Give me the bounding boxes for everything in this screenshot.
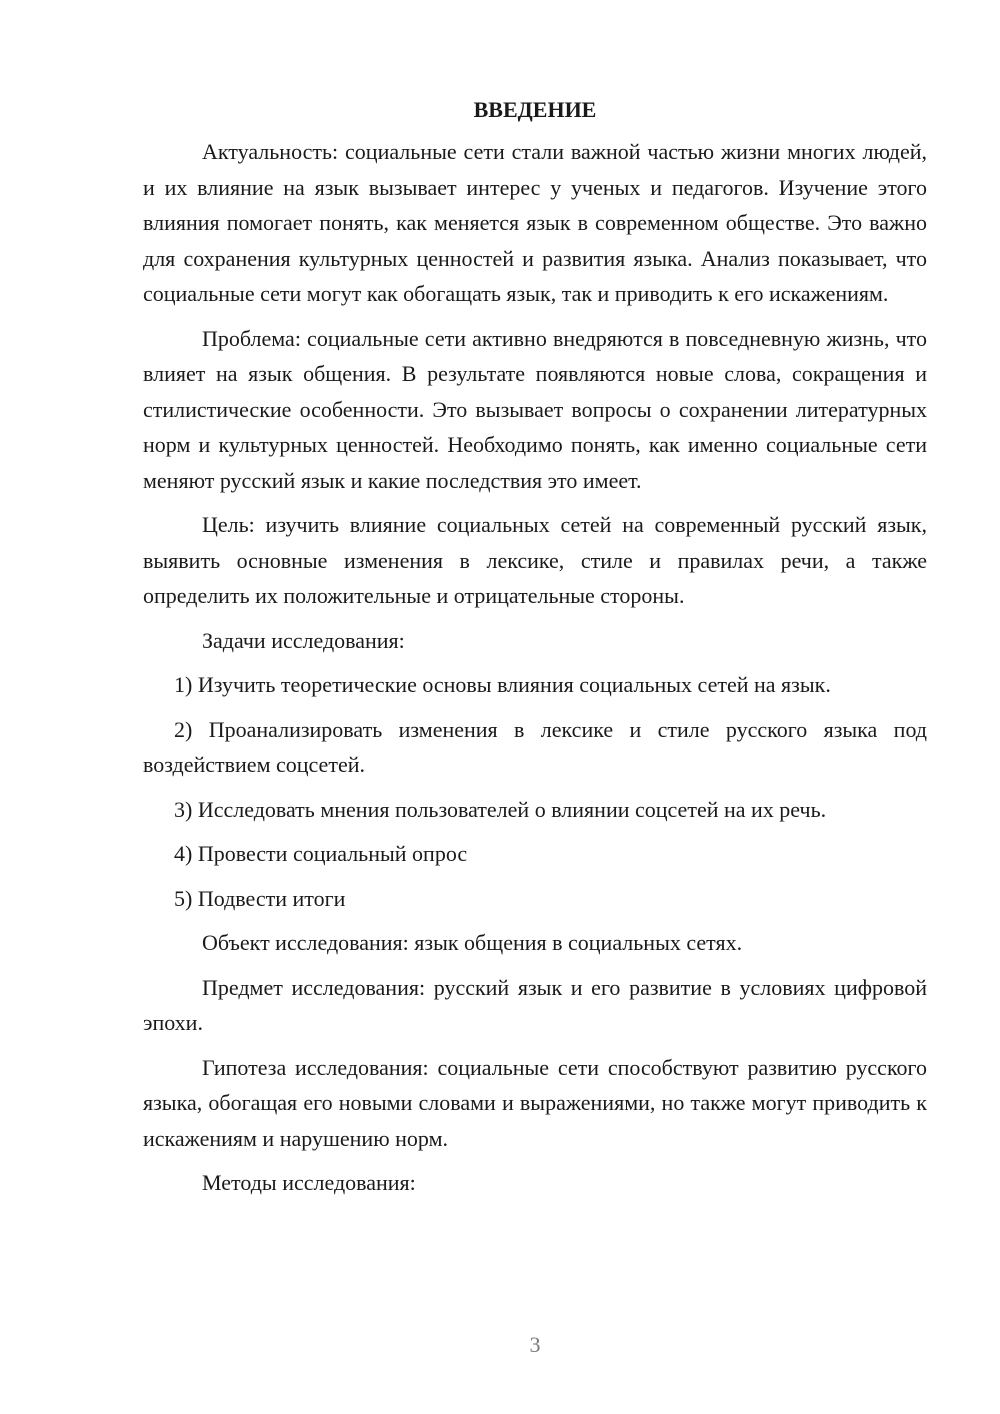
task-item: 4) Провести социальный опрос — [174, 841, 468, 866]
paragraph-problem: Проблема: социальные сети активно внедряются в повседневную жизнь, что влияет на язык общения. В результате появляются новые слова, сокращения и стилистические особенности. Это вызывает вопросы о сохранении литературных норм и культурных ценностей. Необходимо понять, как именно социальные сети меняют русский язык и какие последствия это имеет. — [143, 325, 927, 493]
task-item: 3) Исследовать мнения пользователей о влиянии соцсетей на их речь. — [174, 796, 827, 822]
document-page — [143, 92, 927, 1210]
paragraph-object: Объект исследования: язык общения в социальных сетях. — [202, 930, 743, 955]
task-item: 5) Подвести итоги — [174, 885, 346, 911]
paragraph-relevance: Актуальность: социальные сети стали важной частью жизни многих людей, и их влияние на язык вызывает интерес у ученых и педагогов. Изучение этого влияния помогает понять, как меняется язык в современном обществе. Это важно для сохранения культурных ценностей и развития языка. Анализ показывает, что социальные сети могут как обогащать язык, так и приводить к его искажениям. — [143, 139, 927, 306]
paragraph-goal: Цель: изучить влияние социальных сетей на современный русский язык, выявить основные изменения в лексике, стиле и правилах речи, а также определить их положительные и отрицательные стороны. — [143, 512, 927, 608]
section-title: ВВЕДЕНИЕ — [473, 97, 597, 122]
paragraph-subject: Предмет исследования: русский язык и его развитие в условиях цифровой эпохи. — [143, 974, 927, 1035]
task-item: 1) Изучить теоретические основы влияния социальных сетей на язык. — [174, 672, 831, 697]
task-item: 2) Проанализировать изменения в лексике и стиле русского языка под воздействием соцсетей. — [143, 716, 927, 777]
paragraph-methods: Методы исследования: — [202, 1170, 416, 1195]
paragraph-hypothesis: Гипотеза исследования: социальные сети способствуют развитию русского языка, обогащая его новыми словами и выражениями, но также могут приводить к искажениям и нарушению норм. — [143, 1054, 927, 1151]
page-number: 3 — [529, 1332, 541, 1357]
paragraph-tasks-heading: Задачи исследования: — [202, 627, 405, 653]
